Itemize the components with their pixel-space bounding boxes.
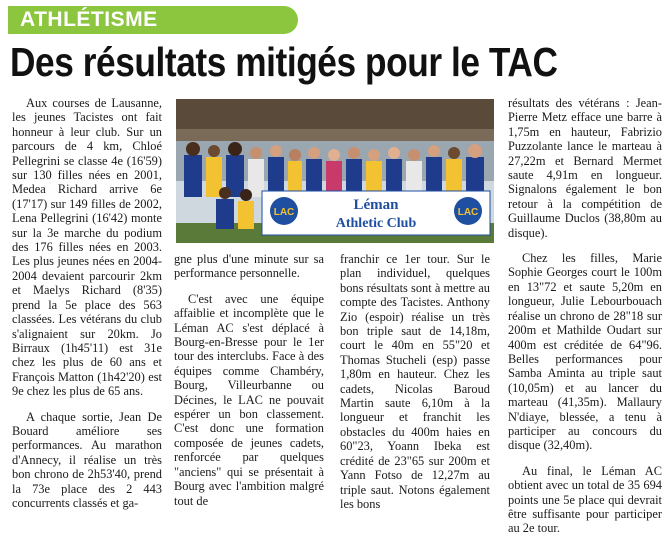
article-column-4 — [508, 96, 662, 536]
article-column-1 — [12, 96, 162, 510]
banner-lac-left: LAC — [273, 207, 295, 218]
section-kicker — [8, 6, 298, 34]
banner-title-line2: Athletic Club — [335, 216, 417, 231]
banner-lac-right: LAC — [457, 207, 479, 218]
section-kicker-label: ATHLÉTISME — [20, 8, 158, 31]
paragraph: franchir ce 1er tour. Sur le plan individuel, quelques bons résultats sont à mettre au compte des Tacistes. Anthony Zio (espoir) réalise un très bon triple saut de 14,18m, court le 40m en 55"20 et Thomas Stucheli (esp) passe 1,80m en hauteur. Chez les cadets, Nicolas Baroud Martin saute 6,10m à la longueur et franchit les obstacles du 400m haies en 60"23, Yoann Ibeka est crédité de 23"65 sur 200m et Yann Fotso de 12,27m au triple saut. Notons également les bons — [340, 252, 490, 511]
article-column-3 — [340, 252, 490, 511]
article-headline: Des résultats mitigés pour le TAC — [10, 39, 558, 85]
team-photo-illustration — [176, 99, 494, 243]
paragraph: résultats des vétérans : Jean-Pierre Metz efface une barre à 1,75m en hauteur, Fabrizio Puzzolante lance le marteau à 27,22m et Bernard Mermet saute 4,91m en longueur. Signalons également le bon retour à la compétition de Guillaume Duclos (38,80m au disque). — [508, 96, 662, 240]
team-photo — [176, 99, 494, 243]
paragraph: Chez les filles, Marie Sophie Georges court le 100m en 13"72 et saute 5,20m en longueur, Julie Lebourbouach réalise un chrono de 28"18 sur 200m et Mathilde Oudart sur 400m est créditée de 64"96. Belles performances pour Samba Aminta au triple saut (10,05m) et au lancer du marteau (41,35m). Mallaury N'diaye, blessée, a tenu à participer au concours du disque (32,40m). — [508, 251, 662, 453]
paragraph: Au final, le Léman AC obtient avec un total de 35 694 points une 5e place qui devrait être suffisante pour participer au 2e tour. — [508, 463, 662, 536]
paragraph: gne plus d'une minute sur sa performance personnelle. — [174, 252, 324, 281]
paragraph: A chaque sortie, Jean De Bouard améliore ses performances. Au marathon d'Annecy, il réalise un très bon chrono de 2h53'40, prend la 73e place des 2 443 concurrents classés et ga- — [12, 409, 162, 510]
article-column-2 — [174, 252, 324, 508]
club-banner — [262, 191, 490, 235]
paragraph: Aux courses de Lausanne, les jeunes Tacistes ont fait honneur à leur club. Sur un parcours de 4 km, Chloé Pellegrini se classe 4e (16'59) sur 130 filles nées en 2001, Medea Richard arrive 6e (17'17) sur 149 filles de 2002, Lena Pellegrini (16'42) monte sur la 3e marche du podium des 176 filles nées en 2003. Les plus jeunes nées en 2004-2004 devaient parcourir 2km et Maelys Richard (8'35) prend la 5e place des 563 classées. Les vétérans du club s'alignaient sur 20km. Jo Birraux (1h45'11) est 31e chez les plus de 60 ans et François Matton (1h42'20) est 9e chez les plus de 65 ans. — [12, 96, 162, 399]
banner-title-line1: Léman — [353, 197, 399, 213]
paragraph: C'est avec une équipe affaiblie et incomplète que le Léman AC s'est déplacé à Bourg-en-Bresse pour le 1er tour des interclubs. Face à des équipes comme Chambéry, Bourg, Villeurbanne ou Décines, le LAC ne pouvait espérer un bon classement. C'est donc une formation composée de jeunes cadets, renforcée par quelques "anciens" qui se présentait à Bourg avec l'ambition malgré tout de — [174, 291, 324, 508]
